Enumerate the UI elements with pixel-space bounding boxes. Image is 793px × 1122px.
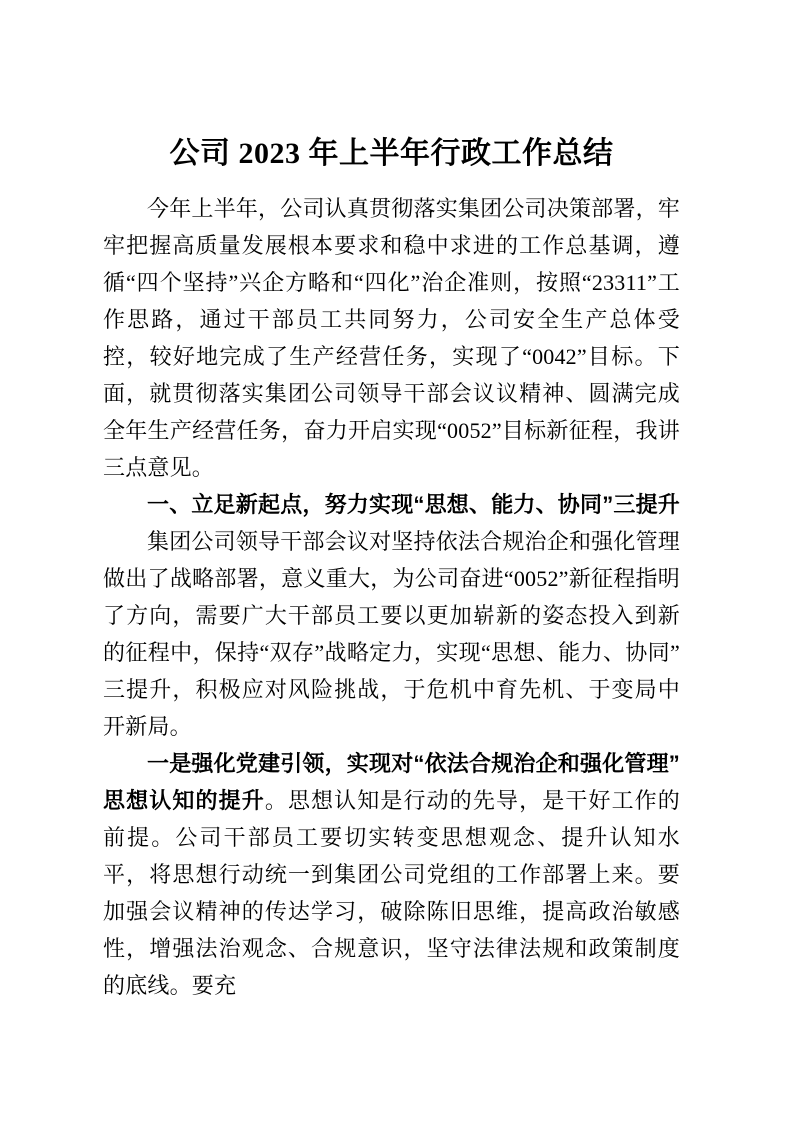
- section-1-heading: 一、立足新起点，努力实现“思想、能力、协同”三提升: [147, 492, 681, 517]
- section-1-paragraph: 集团公司领导干部会议对坚持依法合规治企和强化管理做出了战略部署，意义重大，为公司奋进“0052”新征程指明了方向，需要广大干部员工要以更加崭新的姿态投入到新的征程中，保持“双存”战略定力，实现“思想、能力、协同”三提升，积极应对风险挑战，于危机中育先机、于变局中开新局。: [103, 529, 680, 739]
- intro-paragraph: 今年上半年，公司认真贯彻落实集团公司决策部署，牢牢把握高质量发展根本要求和稳中求进的工作总基调，遵循“四个坚持”兴企方略和“四化”治企准则，按照“23311”工作思路，通过干部员工共同努力，公司安全生产总体受控，较好地完成了生产经营任务，实现了“0042”目标。下面，就贯彻落实集团公司领导干部会议议精神、圆满完成全年生产经营任务，奋力开启实现“0052”目标新征程，我讲三点意见。: [103, 196, 680, 480]
- point-1-body-text: 。思想认知是行动的先导，是干好工作的前提。公司干部员工要切实转变思想观念、提升认知水平，将思想行动统一到集团公司党组的工作部署上来。要加强会议精神的传达学习，破除陈旧思维，提高政治敏感性，增强法治观念、合规意识，坚守法律法规和政策制度的底线。要充: [103, 788, 681, 998]
- section-1-point-1-paragraph: [103, 745, 680, 1004]
- point-1-bold-lead: 一是强化党建引领，实现对“依法合规治企和强化管理”思想认知的提升: [103, 751, 681, 813]
- document-title: 公司 2023 年上半年行政工作总结: [169, 137, 614, 170]
